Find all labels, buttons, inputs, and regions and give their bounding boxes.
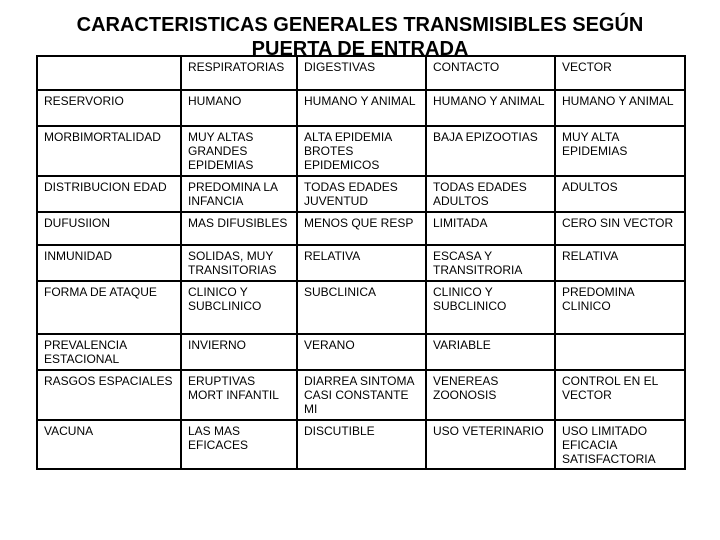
- table-row: [37, 245, 685, 281]
- table-cell: TODAS EDADES JUVENTUD: [297, 176, 426, 212]
- table-cell: MUY ALTA EPIDEMIAS: [555, 126, 685, 176]
- table-cell: ESCASA Y TRANSITRORIA: [426, 245, 555, 281]
- table-cell: HUMANO Y ANIMAL: [555, 90, 685, 126]
- table-row: [37, 281, 685, 334]
- header-cell-contacto: CONTACTO: [426, 56, 555, 90]
- table-cell: LAS MAS EFICACES: [181, 420, 297, 469]
- table-cell: PREDOMINA CLINICO: [555, 281, 685, 334]
- table-cell: DISCUTIBLE: [297, 420, 426, 469]
- page-title: CARACTERISTICAS GENERALES TRANSMISIBLES SEGÚN: [76, 14, 644, 36]
- table-cell: VARIABLE: [426, 334, 555, 370]
- table-cell: PREDOMINA LA INFANCIA: [181, 176, 297, 212]
- table-cell: [555, 334, 685, 370]
- table-cell: RELATIVA: [555, 245, 685, 281]
- table-cell: SOLIDAS, MUY TRANSITORIAS: [181, 245, 297, 281]
- row-label: RESERVORIO: [37, 90, 181, 126]
- table-cell: ADULTOS: [555, 176, 685, 212]
- row-label: VACUNA: [37, 420, 181, 469]
- table-cell: CERO SIN VECTOR: [555, 212, 685, 245]
- header-cell-vector: VECTOR: [555, 56, 685, 90]
- table-cell: USO LIMITADO EFICACIA SATISFACTORIA: [555, 420, 685, 469]
- table-row: [37, 370, 685, 420]
- header-cell-empty: [37, 56, 181, 90]
- table-row: [37, 334, 685, 370]
- table-cell: INVIERNO: [181, 334, 297, 370]
- table-cell: LIMITADA: [426, 212, 555, 245]
- characteristics-table: [36, 55, 686, 470]
- header-cell-respiratorias: RESPIRATORIAS: [181, 56, 297, 90]
- table-cell: USO VETERINARIO: [426, 420, 555, 469]
- table-cell: CLINICO Y SUBCLINICO: [426, 281, 555, 334]
- row-label: FORMA DE ATAQUE: [37, 281, 181, 334]
- row-label: INMUNIDAD: [37, 245, 181, 281]
- table-cell: HUMANO: [181, 90, 297, 126]
- table-cell: MAS DIFUSIBLES: [181, 212, 297, 245]
- page-subtitle: PUERTA DE ENTRADA: [251, 38, 469, 60]
- table-row: [37, 90, 685, 126]
- table-row: [37, 176, 685, 212]
- table-cell: RELATIVA: [297, 245, 426, 281]
- header-cell-digestivas: DIGESTIVAS: [297, 56, 426, 90]
- table-cell: VERANO: [297, 334, 426, 370]
- table-cell: TODAS EDADES ADULTOS: [426, 176, 555, 212]
- table-cell: SUBCLINICA: [297, 281, 426, 334]
- table-cell: BAJA EPIZOOTIAS: [426, 126, 555, 176]
- row-label: PREVALENCIA ESTACIONAL: [37, 334, 181, 370]
- row-label: DISTRIBUCION EDAD: [37, 176, 181, 212]
- row-label: DUFUSIION: [37, 212, 181, 245]
- table-cell: CLINICO Y SUBCLINICO: [181, 281, 297, 334]
- table-cell: MUY ALTAS GRANDES EPIDEMIAS: [181, 126, 297, 176]
- row-label: MORBIMORTALIDAD: [37, 126, 181, 176]
- table-row: [37, 420, 685, 469]
- table-row: [37, 212, 685, 245]
- table-cell: HUMANO Y ANIMAL: [297, 90, 426, 126]
- table-cell: ALTA EPIDEMIA BROTES EPIDEMICOS: [297, 126, 426, 176]
- row-label: RASGOS ESPACIALES: [37, 370, 181, 420]
- table-cell: VENEREAS ZOONOSIS: [426, 370, 555, 420]
- table-row: [37, 126, 685, 176]
- header-row: [37, 56, 685, 90]
- table-cell: HUMANO Y ANIMAL: [426, 90, 555, 126]
- table-cell: CONTROL EN EL VECTOR: [555, 370, 685, 420]
- table-cell: MENOS QUE RESP: [297, 212, 426, 245]
- table-cell: DIARREA SINTOMA CASI CONSTANTE MI: [297, 370, 426, 420]
- table-cell: ERUPTIVAS MORT INFANTIL: [181, 370, 297, 420]
